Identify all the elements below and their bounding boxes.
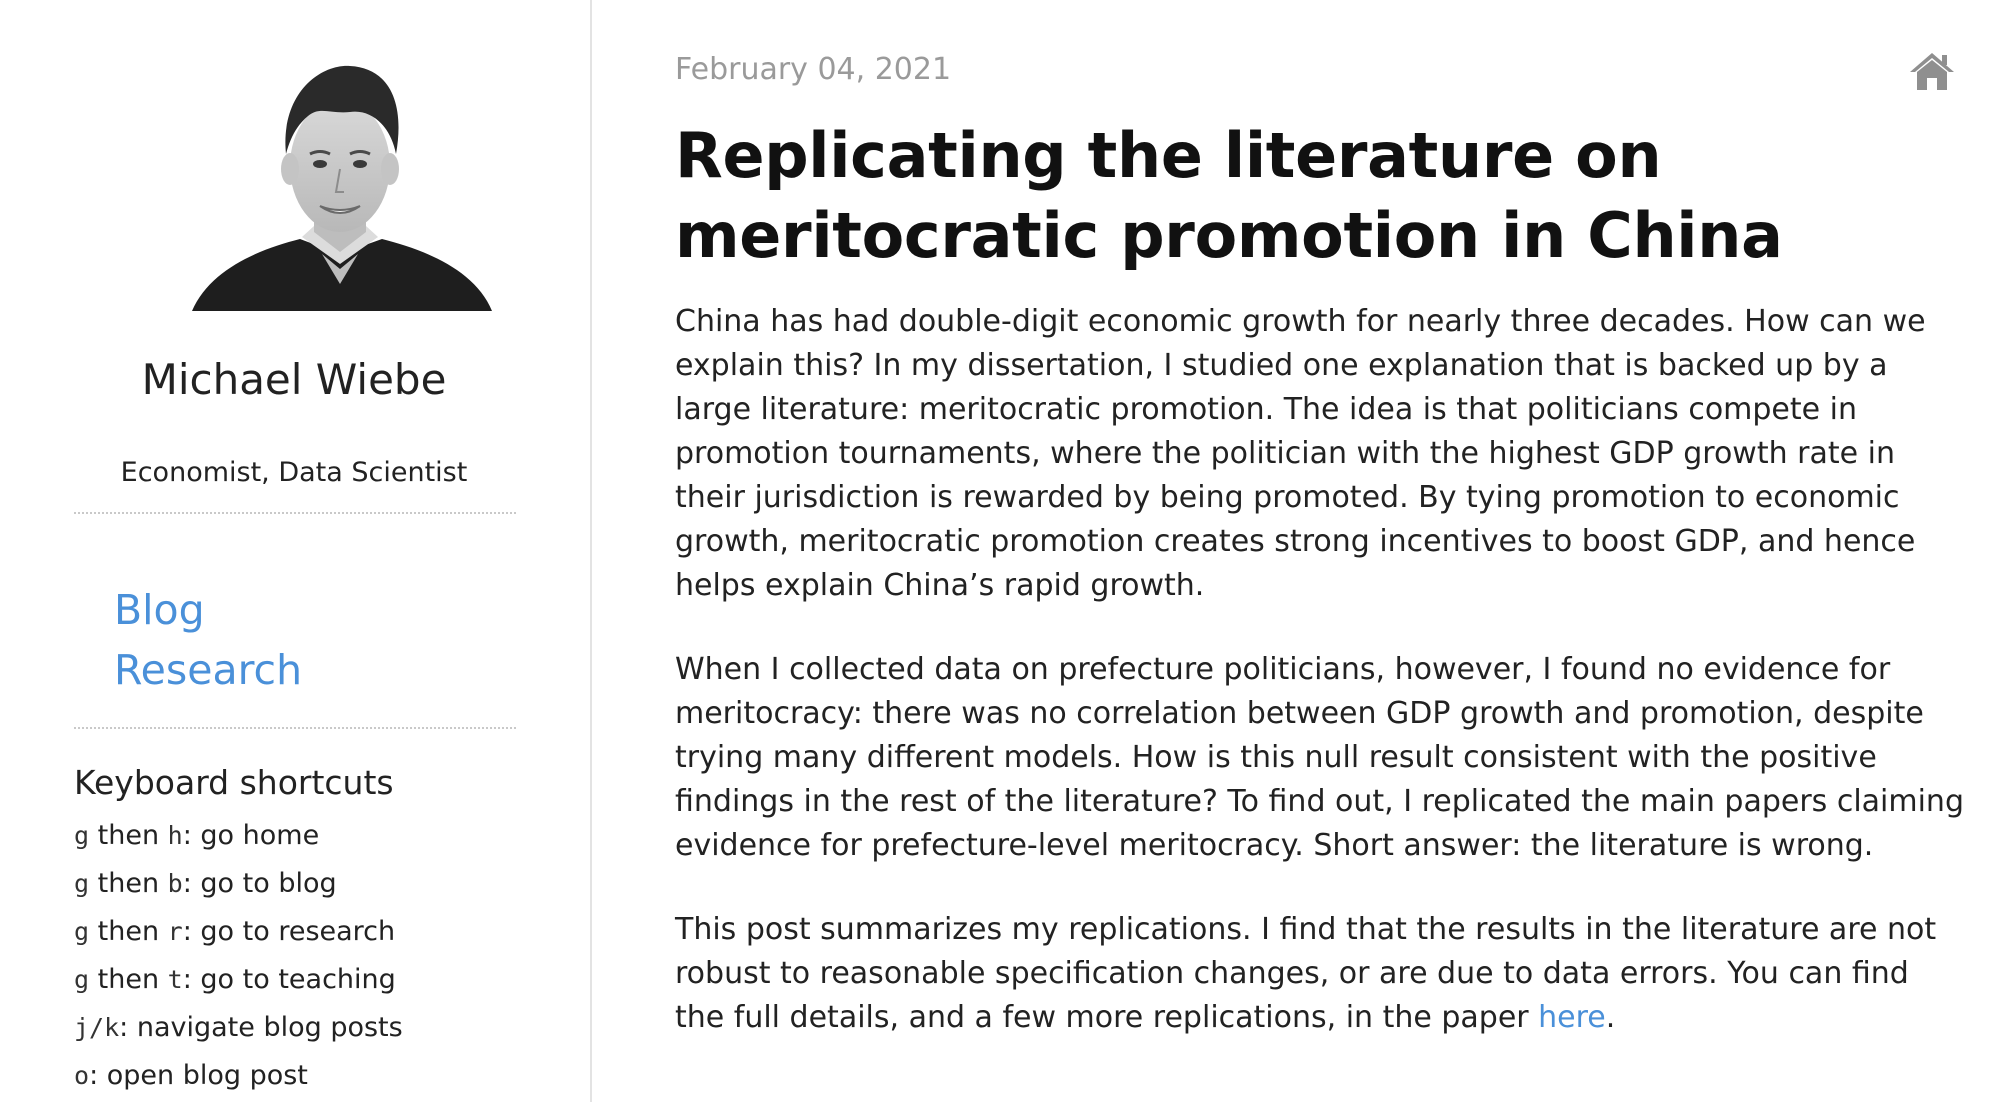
shortcut-description: : go to blog [182,868,337,899]
shortcut-description: : go home [182,820,320,851]
sidebar [0,0,592,1102]
shortcut-key: r [167,917,183,946]
shortcut-key: t [167,965,183,994]
author-tagline: Economist, Data Scientist [120,457,468,488]
shortcut-key: g [74,869,90,898]
post-paragraph: When I collected data on prefecture politicians, however, I found no evidence for meritocracy: there was no correlation between GDP growth and promotion, despite trying many different models. How is this null result consistent with the positive findings in the rest of the literature? To find out, I replicated the main papers claiming evidence for prefecture-level meritocracy. Short answer: the literature is wrong. [675,652,1964,863]
author-photo [190,54,492,311]
shortcut-description: : go to teaching [182,964,396,995]
shortcut-key: g [74,821,90,850]
shortcut-separator: then [89,964,168,995]
shortcut-key: h [167,821,183,850]
sidebar-nav [114,580,302,700]
nav-link-blog[interactable]: Blog [114,586,205,634]
post-paragraph-end: . [1605,1000,1616,1035]
shortcut-key: g [74,917,90,946]
main-content [675,0,1965,1102]
shortcut-description: : go to research [182,916,396,947]
shortcut-navigate-posts [74,1004,554,1052]
nav-item-blog [114,580,302,640]
shortcut-go-teaching [74,956,554,1004]
shortcut-key: o [74,1061,90,1090]
post-paragraph-text: This post summarizes my replications. I find that the results in the literature are not robust to reasonable specification changes, or are due to data errors. You can find the full details, and a few more replications, in the paper [675,912,1937,1035]
shortcut-go-research [74,908,554,956]
shortcut-key: b [167,869,183,898]
author-name: Michael Wiebe [141,355,447,404]
post-title [675,116,1965,276]
post-date: February 04, 2021 [675,52,952,87]
home-button[interactable] [1908,50,1956,92]
shortcut-separator: then [89,820,168,851]
keyboard-shortcuts [74,758,554,1100]
shortcut-go-home [74,812,554,860]
home-icon [1908,50,1956,92]
shortcut-key: j/k [74,1013,120,1042]
shortcut-open-post [74,1052,554,1100]
shortcuts-heading: Keyboard shortcuts [74,763,394,802]
post-title-line: Replicating the literature on [675,119,1662,192]
sidebar-divider [74,727,516,729]
post-paragraph [675,908,1965,1040]
shortcut-separator: then [89,868,168,899]
nav-item-research [114,640,302,700]
post-paragraph: China has had double-digit economic growth for nearly three decades. How can we explain this? In my dissertation, I studied one explanation that is backed up by a large literature: meritocratic promotion. The idea is that politicians compete in promotion tournaments, where the politician with the highest GDP growth rate in their jurisdiction is rewarded by being promoted. By tying promotion to economic growth, meritocratic promotion creates strong incentives to boost GDP, and hence helps explain China’s rapid growth. [675,304,1926,603]
shortcut-description: : navigate blog posts [119,1012,403,1043]
nav-link-research[interactable]: Research [114,646,303,694]
shortcut-key: g [74,965,90,994]
shortcut-separator: then [89,916,168,947]
shortcut-go-blog [74,860,554,908]
post-title-line: meritocratic promotion in China [675,199,1783,272]
post-body [675,300,1965,1080]
sidebar-divider [74,512,516,514]
shortcut-description: : open blog post [89,1060,308,1091]
paper-link[interactable]: here [1538,1000,1606,1035]
